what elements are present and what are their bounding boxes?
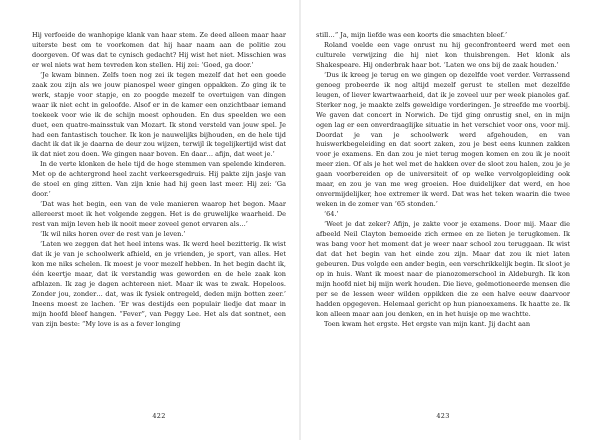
paragraph: In de verte klonken de hele tijd de hoge stemmen van spelende kinderen. Met op de achtergrond heel zacht verkeersgedruis. Hij pakte zijn jasje van de stoel en ging zitten. Van zijn knie had hij geen last meer. Hij zei: ‘Ga door.’ xyxy=(32,160,286,199)
paragraph: ‘Dus ik kreeg je terug en we gingen op dezelfde voet verder. Verrassend genoeg probeerde ik nog altijd mezelf gerust te stellen met dezelfde leugen, of liever kwartwaarheid, dat ik je zoveel uur per week pianoles gaf. Sterker nog, je maakte zelfs geweldige vorderingen. Je streefde me voorbij. We gaven dat concert in Norwich. De tijd ging onrustig snel, en in mijn ogen lag er een onverdraaglijke situatie in het verschiet voor ons, voor mij. Doordat je van je schoolwerk werd afgehouden, en van huiswerkbegeleiding en dat soort zaken, zou je best eens kunnen zakken voor je examens. En dan zou je niet terug mogen komen en zou ik je nooit meer zien. Of als je het wel met de hakken over de sloot zou halen, zou je je gaan voorbereiden op de universiteit of op welke vervolgopleiding ook maar, en zou je van me weg groeien. Hoe duidelijker dat werd, en hoe onvermijdelijker, hoe extremer ik werd. Dat was het teken waarin die twee weken in de zomer van ’65 stonden.’ xyxy=(316,70,570,209)
page-number: 423 xyxy=(436,412,450,420)
paragraph: Hij verfoeide de wanhopige klank van haar stem. Ze deed alleen maar haar uiterste best om te voorkomen dat hij haar naam aan de politie zou doorgeven. Of was dat te cynisch gedacht? Hij wist het niet. Misschien was er wel niets wat hem tevreden kon stellen. Hij zei: ‘Goed, ga door.’ xyxy=(32,31,286,69)
left-page-text xyxy=(32,31,286,330)
paragraph: Toen kwam het ergste. Het ergste van mijn kant. Jij dacht aan xyxy=(324,319,531,328)
page-number: 422 xyxy=(152,412,166,420)
paragraph: ‘Dat was het begin, een van de vele manieren waarop het begon. Maar allereerst moet ik het volgende zeggen. Het is de gruwelijke waarheid. De rest van mijn leven heb ik nooit meer zoveel genot ervaren als…’ xyxy=(32,200,286,229)
paragraph: ‘Laten we zeggen dat het heel intens was. Ik werd heel bezitterig. Ik wist dat ik je van je schoolwerk afhield, en je vrienden, je sport, van alles. Het kon me niks schelen. Ik moest je voor mezelf hebben. In het begin dacht ik, één keertje maar, dat ik verstandig was geworden en de hele zaak kon afblazen. Ik zag je dagen achtereen niet. Maar ik was te zwak. Hopeloos. Zonder jou, zonder… dat, was ik fysiek ontregeld, deden mijn botten zeer.’ Ineens moest ze lachen. ‘Er was destijds een populair liedje dat maar in mijn hoofd bleef hangen. “Fever”, van Peggy Lee. Het als dat sontnet, een van zijn beste: “My love is as a fever longing xyxy=(32,240,286,328)
paragraph: ‘Je kwam binnen. Zelfs toen nog zei ik tegen mezelf dat het een goede zaak zou zijn als we jouw pianospel weer gingen oppakken. Zo ging ik te werk, stapje voor stapje, en zo poogde mezelf te overtuigen van dingen waar ik niet echt in geloofde. Alsof er in de kamer een onzichtbaar iemand toekeek voor wie ik de schijn moest ophouden. En dus speelden we een duet, een quatre-mainsstuk van Mozart. Ik stond versteld van jouw spel. Je had een fantastisch toucher. Ik kon je nauwelijks bijhouden, en de hele tijd dacht ik dat ik je daarna de deur zou wijzen, terwijl ik tegelijkertijd wist dat ik dat niet zou doen. We gingen naar boven. En daar… afijn, dat weet je.’ xyxy=(32,70,286,159)
paragraph: ‘Weet je dat zeker? Afijn, je zakte voor je examens. Door mij. Maar die afbeeld Neil Clayton bemoeide zich ermee en ze lieten je terugkomen. Ik was bang voor het moment dat je weer naar school zou teruggaan. Ik wist dat dat het begin van het einde zou zijn. Maar dat zou ik niet laten gebeuren. Dus volgde een ander begin, een verschrikkelijk begin. Ik sloot je op in huis. Want ik moest naar de pianozomerschool in Aldeburgh. Ik kon mijn hoofd niet bij mijn werk houden. Die lieve, geëmotioneerde mensen die per se de lessen weer wilden oppikken die ze een halve eeuw daarvoor hadden opgegeven. Helemaal gericht op hun pianoexamens. Ik haatte ze. Ik kon alleen maar aan jou denken, en in het huisje op me wachtte. xyxy=(316,220,570,318)
paragraph: Roland voelde een vage onrust nu hij geconfronteerd werd met een culturele verwijzing die hij niet kon thuisbrengen. Het klonk als Shakespeare. Hij onderbrak haar bot. ‘Laten we ons bij de zaak houden.’ xyxy=(316,40,570,69)
right-page xyxy=(300,0,600,440)
paragraph: ‘64.’ xyxy=(324,210,339,219)
paragraph: still…” Ja, mijn liefde was een koorts die smachten bleef.’ xyxy=(316,31,508,39)
right-page-text xyxy=(316,31,570,330)
paragraph: ‘Ik wil niks horen over de rest van je leven.’ xyxy=(40,230,186,239)
